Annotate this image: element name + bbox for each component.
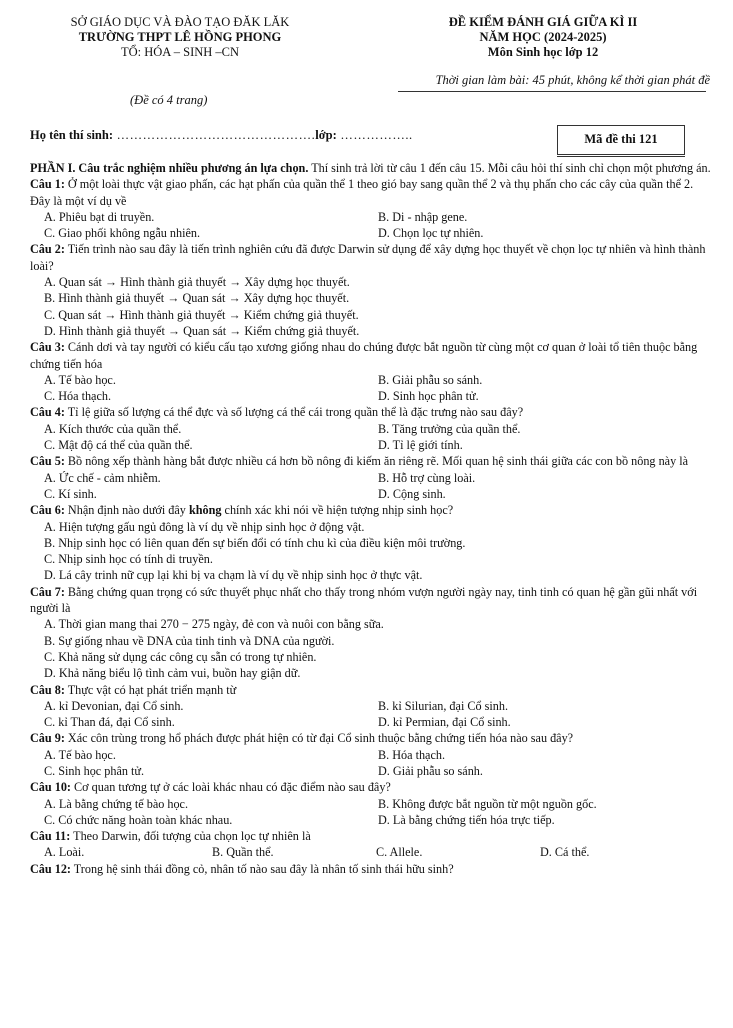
question-text: Tỉ lệ giữa số lượng cá thể đực và số lượng cá thể cái trong quần thể là đặc trưng nào sau đây? — [64, 405, 524, 420]
answer-option: D. kỉ Permian, đại Cổ sinh. — [378, 715, 511, 730]
question-list — [30, 176, 714, 877]
question-text: Xác côn trùng trong hổ phách được phát hiện có từ đại Cổ sinh thuộc bằng chứng tiến hóa nào sau đây? — [64, 731, 574, 746]
options-row — [30, 649, 714, 665]
question-stem — [30, 502, 714, 518]
answer-option: B. Không được bắt nguồn từ một nguồn gốc. — [378, 796, 597, 811]
question-text: Tiến trình nào sau đây là tiến trình nghiên cứu đã được Darwin sử dụng để xây dựng học thuyết về chọn lọc tự nhiên và hình thành loài? — [30, 242, 706, 273]
question-text: Trong hệ sinh thái đồng cỏ, nhân tố nào sau đây là nhân tố sinh thái hữu sinh? — [70, 861, 454, 876]
answer-option: B. Hình thành giả thuyết → Quan sát → Xây dựng học thuyết. — [44, 291, 350, 306]
question-text: Cơ quan tương tự ở các loài khác nhau có đặc điểm nào sau đây? — [70, 780, 391, 795]
exam-body — [30, 160, 714, 877]
options-row — [30, 763, 714, 779]
answer-option: B. Quần thể. — [212, 845, 274, 860]
question-text: Bằng chứng quan trọng có sức thuyết phục nhất cho thấy trong nhóm vượn người ngày nay, tinh tinh có quan hệ gần gũi nhất với người là — [30, 584, 698, 616]
options-row — [30, 388, 714, 404]
question-text: Thực vật có hạt phát triển mạnh từ — [64, 682, 237, 697]
question — [30, 339, 714, 404]
question-text: Ở một loài thực vật giao phấn, các hạt phấn của quần thể 1 theo gió bay sang quần thể 2 và thụ phấn cho các cây của quần thể 2. Đây là một ví dụ về — [30, 177, 694, 208]
exam-header — [388, 15, 698, 60]
question-stem — [30, 584, 714, 617]
answer-option: C. Allele. — [376, 845, 423, 860]
question-label: Câu 8: — [30, 682, 65, 697]
answer-option: B. Sự giống nhau về DNA của tinh tinh và DNA của người. — [44, 633, 335, 648]
answer-option: D. Khả năng biểu lộ tình cảm vui, buồn hay giận dữ. — [44, 666, 301, 681]
question-label: Câu 7: — [30, 584, 65, 599]
options-row — [30, 470, 714, 486]
name-label: Họ tên thí sinh: — [30, 128, 114, 142]
answer-option: A. Ức chế - cảm nhiễm. — [44, 470, 161, 485]
question-label: Câu 9: — [30, 731, 65, 746]
options-row — [30, 421, 714, 437]
part-heading — [30, 160, 714, 176]
name-dots: ………………………………………. — [113, 128, 316, 142]
answer-option: A. Kích thước của quần thể. — [44, 421, 182, 436]
answer-option: B. Di - nhập gene. — [378, 209, 468, 224]
answer-option: D. Chọn lọc tự nhiên. — [378, 226, 484, 241]
question-text: Theo Darwin, đối tượng của chọn lọc tự nhiên là — [70, 829, 311, 844]
options-row — [30, 209, 714, 225]
options-row — [30, 323, 714, 339]
answer-option: C. Hóa thạch. — [44, 389, 112, 404]
question-stem — [30, 682, 714, 698]
options-row — [30, 747, 714, 763]
answer-option: D. Hình thành giả thuyết → Quan sát → Kiểm chứng giả thuyết. — [44, 323, 360, 338]
options-row — [30, 616, 714, 632]
answer-option: A. Hiện tượng gấu ngủ đông là ví dụ về nhịp sinh học ở động vật. — [44, 519, 365, 534]
question-text: Nhận định nào dưới đây — [64, 503, 189, 518]
question-label: Câu 6: — [30, 503, 65, 518]
answer-option: A. Tế bào học. — [44, 372, 116, 387]
question-stem — [30, 828, 714, 844]
question — [30, 861, 714, 877]
exam-title: ĐỀ KIỂM ĐÁNH GIÁ GIỮA KÌ II — [448, 15, 638, 29]
question-label: Câu 2: — [30, 242, 65, 257]
school-header — [30, 15, 330, 60]
question — [30, 779, 714, 828]
school-year: NĂM HỌC (2024-2025) — [479, 30, 607, 44]
options-row — [30, 796, 714, 812]
department-name: SỞ GIÁO DỤC VÀ ĐÀO TẠO ĐĂK LĂK — [70, 15, 290, 29]
options-row — [30, 372, 714, 388]
options-row — [30, 698, 714, 714]
question — [30, 176, 714, 241]
options-row — [30, 844, 714, 860]
class-label: lớp: — [315, 128, 337, 142]
answer-option: A. Tế bào học. — [44, 747, 116, 762]
options-row — [30, 535, 714, 551]
divider — [398, 91, 706, 92]
options-row — [30, 551, 714, 567]
group-name: TỔ: HÓA – SINH –CN — [120, 45, 240, 59]
answer-option: D. Cá thể. — [540, 845, 590, 860]
subject: Môn Sinh học lớp 12 — [487, 45, 599, 59]
answer-option: C. Mật độ cá thể của quần thể. — [44, 438, 193, 453]
answer-option: C. Kí sinh. — [44, 486, 97, 501]
answer-option: A. Loài. — [44, 845, 85, 860]
question — [30, 404, 714, 453]
question-stem — [30, 779, 714, 795]
options-row — [30, 665, 714, 681]
question-label: Câu 1: — [30, 177, 65, 192]
part-title: PHẦN I. Câu trắc nghiệm nhiều phương án lựa chọn. — [30, 161, 309, 175]
school-name: TRƯỜNG THPT LÊ HỒNG PHONG — [78, 30, 282, 44]
answer-option: B. Giải phẫu so sánh. — [378, 372, 483, 387]
divider — [557, 156, 685, 157]
answer-option: C. Nhịp sinh học có tính di truyền. — [44, 552, 213, 567]
options-row — [30, 714, 714, 730]
answer-option: C. kỉ Than đá, đại Cổ sinh. — [44, 715, 175, 730]
answer-option: C. Có chức năng hoàn toàn khác nhau. — [44, 812, 233, 827]
options-row — [30, 812, 714, 828]
options-row — [30, 437, 714, 453]
answer-option: B. Nhịp sinh học có liên quan đến sự biến đổi có tính chu kì của điều kiện môi trường. — [44, 535, 466, 550]
page-count: (Đề có 4 trang) — [130, 93, 208, 107]
options-row — [30, 519, 714, 535]
answer-option: C. Sinh học phân tử. — [44, 763, 145, 778]
question — [30, 828, 714, 861]
answer-option: D. Giải phẫu so sánh. — [378, 763, 483, 778]
answer-option: D. Sinh học phân tử. — [378, 389, 479, 404]
options-row — [30, 274, 714, 290]
answer-option: A. kỉ Devonian, đại Cổ sinh. — [44, 698, 184, 713]
answer-option: C. Khả năng sử dụng các công cụ sẵn có trong tự nhiên. — [44, 649, 317, 664]
options-row — [30, 290, 714, 306]
question — [30, 241, 714, 339]
question-label: Câu 12: — [30, 861, 71, 876]
question-text: Bồ nông xếp thành hàng bắt được nhiều cá hơn bồ nông đi kiếm ăn riêng rẽ. Mối quan hệ sinh thái giữa các con bồ nông này là — [64, 454, 689, 469]
options-row — [30, 307, 714, 323]
options-row — [30, 633, 714, 649]
question — [30, 584, 714, 682]
time-limit: Thời gian làm bài: 45 phút, không kể thời gian phát đề — [435, 73, 710, 87]
options-row — [30, 225, 714, 241]
question-label: Câu 4: — [30, 405, 65, 420]
question-text: Cánh dơi và tay người có kiểu cấu tạo xương giống nhau do chúng được bắt nguồn từ cùng một cơ quan ở loài tổ tiên thuộc bằng chứng tiến hóa — [30, 340, 698, 371]
question-label: Câu 5: — [30, 454, 65, 469]
candidate-line — [30, 128, 413, 143]
answer-option: D. Lá cây trinh nữ cụp lại khi bị va chạm là ví dụ về nhịp sinh học ở thực vật. — [44, 568, 423, 583]
answer-option: B. Hỗ trợ cùng loài. — [378, 470, 476, 485]
question — [30, 730, 714, 779]
question — [30, 502, 714, 583]
part-instruction: Thí sinh trả lời từ câu 1 đến câu 15. Mỗi câu hỏi thí sinh chỉ chọn một phương án. — [308, 161, 711, 175]
question-stem — [30, 861, 714, 877]
question-stem — [30, 404, 714, 420]
answer-option: A. Thời gian mang thai 270 − 275 ngày, đẻ con và nuôi con bằng sữa. — [44, 617, 384, 632]
question-label: Câu 11: — [30, 829, 71, 844]
answer-option: B. Tăng trưởng của quần thể. — [378, 421, 521, 436]
question-label: Câu 3: — [30, 340, 65, 355]
question-stem — [30, 176, 714, 209]
question — [30, 682, 714, 731]
question-stem — [30, 339, 714, 372]
question-stem — [30, 241, 714, 274]
class-dots: …………….. — [336, 128, 413, 142]
answer-option: D. Là bằng chứng tiến hóa trực tiếp. — [378, 812, 555, 827]
answer-option: B. Hóa thạch. — [378, 747, 446, 762]
question-text: chính xác khi nói về hiện tượng nhịp sinh học? — [221, 503, 454, 518]
options-row — [30, 486, 714, 502]
exam-code-box: Mã đề thi 121 — [557, 125, 685, 155]
answer-option: D. Tỉ lệ giới tính. — [378, 438, 463, 453]
answer-option: A. Phiêu bạt di truyền. — [44, 209, 155, 224]
answer-option: C. Quan sát → Hình thành giả thuyết → Kiểm chứng giả thuyết. — [44, 307, 359, 322]
question — [30, 453, 714, 502]
question-stem — [30, 453, 714, 469]
answer-option: C. Giao phối không ngẫu nhiên. — [44, 226, 201, 241]
answer-option: A. Là bằng chứng tế bào học. — [44, 796, 189, 811]
question-label: Câu 10: — [30, 780, 71, 795]
question-stem — [30, 730, 714, 746]
question-emphasis: không — [188, 503, 222, 518]
answer-option: B. kỉ Silurian, đại Cổ sinh. — [378, 698, 509, 713]
answer-option: D. Cộng sinh. — [378, 486, 446, 501]
answer-option: A. Quan sát → Hình thành giả thuyết → Xây dựng học thuyết. — [44, 275, 350, 290]
options-row — [30, 567, 714, 583]
